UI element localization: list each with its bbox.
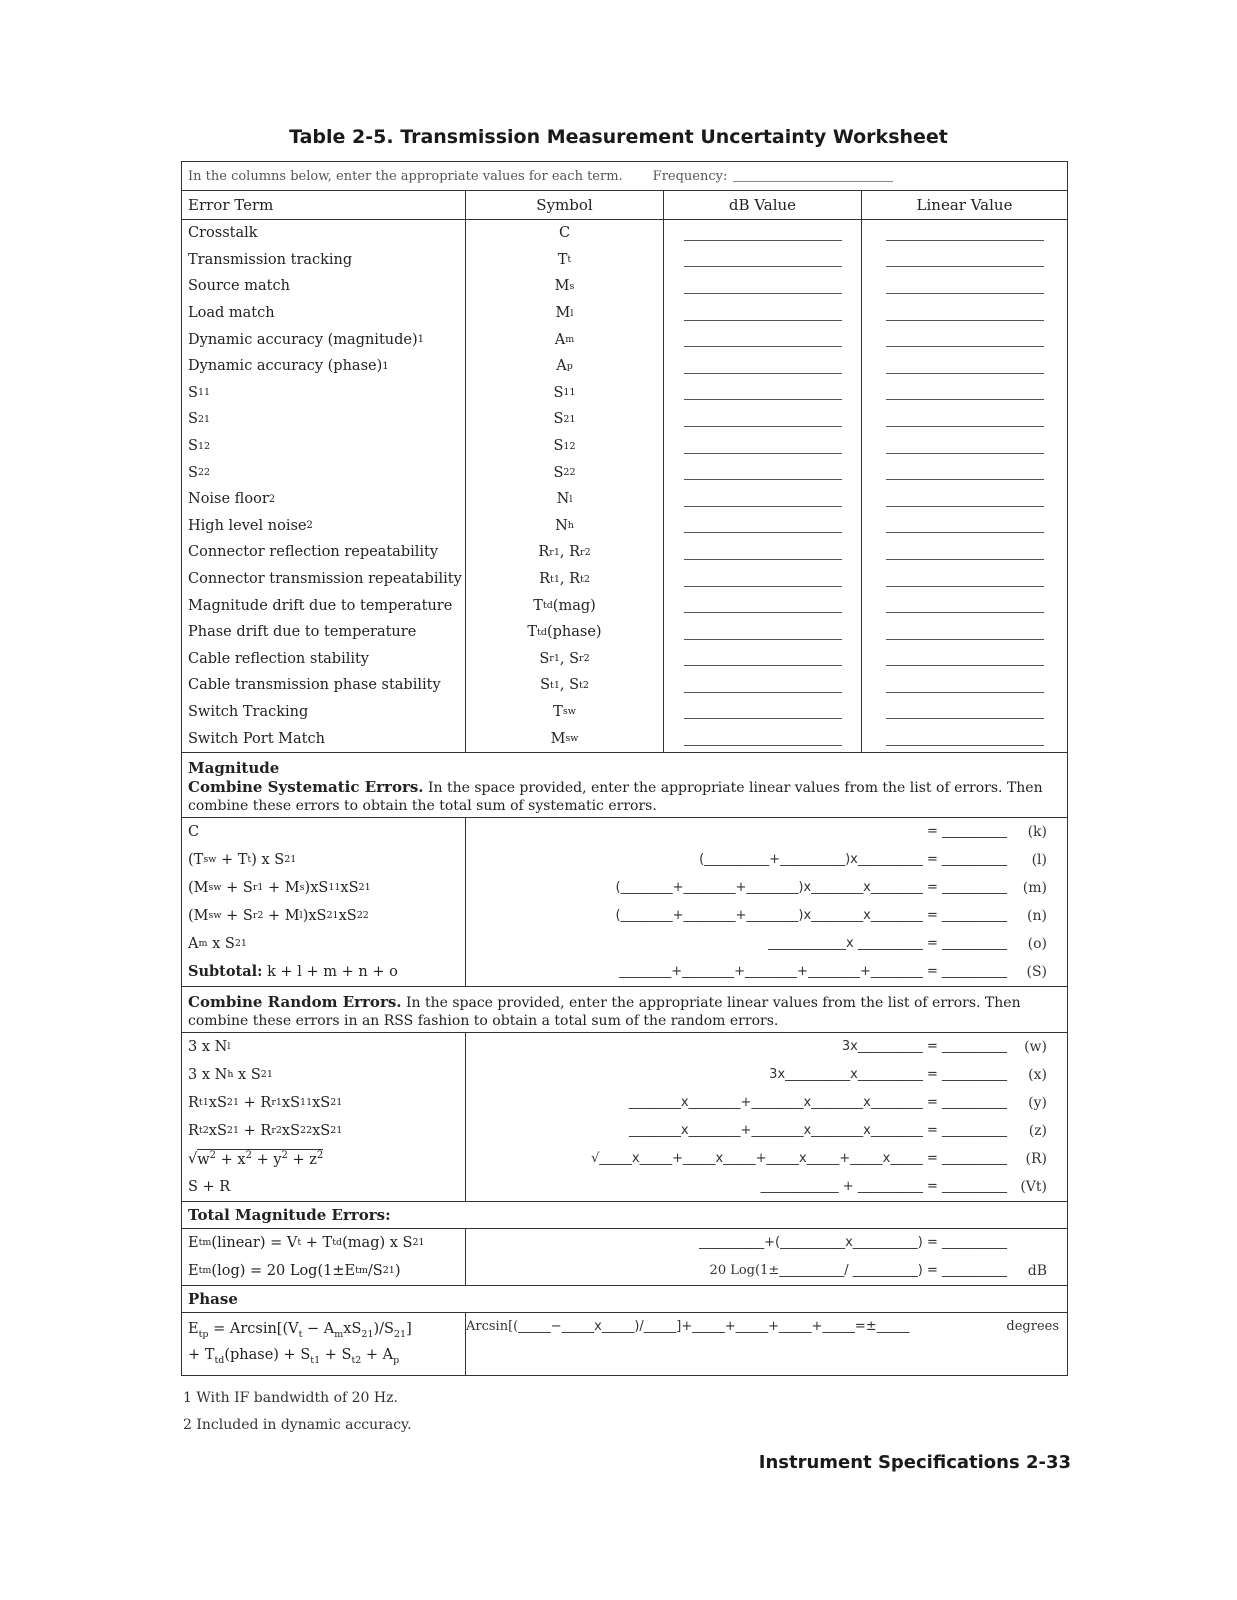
instruction-text: In the columns below, enter the appropriate values for each term. [188, 168, 623, 184]
term-name: Phase drift due to temperature [188, 624, 417, 641]
linear-value-field[interactable] [862, 273, 1067, 300]
phase-formula-2: + $T_{td}(phase) + S_{t1} + S_{t2} + A_p$ [188, 1346, 400, 1366]
db-value-field[interactable] [664, 380, 861, 407]
db-value-field[interactable] [664, 273, 861, 300]
sys-calc-n[interactable]: (________+________+________)x________x________ = __________ (n) [615, 907, 1047, 924]
linear-value-field[interactable] [862, 433, 1067, 460]
db-value-field[interactable] [664, 566, 861, 593]
term-symbol: M l [555, 305, 574, 322]
term-name: Cable reflection stability [188, 650, 370, 667]
phase-unit: degrees [1006, 1319, 1059, 1335]
db-value-field[interactable] [664, 406, 861, 433]
column-headers [182, 191, 1067, 220]
systematic-section-header [182, 753, 1067, 818]
term-symbol: S 22 [553, 464, 576, 481]
rnd-label-x: 3 x N h x S 21 [188, 1066, 273, 1083]
sys-calc-l[interactable]: (__________+__________)x__________ = __________ (l) [699, 851, 1047, 868]
total-calc-log[interactable]: 20 Log(1± __________/ __________) = __________ dB [709, 1262, 1047, 1279]
db-value-field[interactable] [664, 486, 861, 513]
term-name: Cable transmission phase stability [188, 677, 441, 694]
sys-label-l: (T sw + T t ) x S 21 [188, 851, 297, 868]
phase-formula-1: $E_{tp} = Arcsin[(V_t - A_mxS_{21})/S_{21}]$ [188, 1320, 412, 1340]
linear-value-field[interactable] [862, 486, 1067, 513]
random-text: In the space provided, enter the appropriate linear values from the list of errors. Then combine these errors in an RSS fashion to obtain a total sum of the random errors. [188, 994, 1021, 1029]
phase-calc [182, 1313, 1067, 1375]
db-value-field[interactable] [664, 646, 861, 673]
col-linear-value: Linear Value [916, 196, 1013, 214]
linear-value-field[interactable] [862, 406, 1067, 433]
db-value-field[interactable] [664, 619, 861, 646]
footnote-1: 1 With IF bandwidth of 20 Hz. [183, 1390, 398, 1406]
term-symbol: S r1 , S r2 [539, 650, 590, 667]
total-label-linear: E tm (linear) = V t + T td (mag) x S 21 [188, 1234, 425, 1251]
db-value-field[interactable] [664, 459, 861, 486]
term-name: Switch Port Match [188, 730, 325, 747]
term-name: S 22 [188, 464, 211, 481]
linear-value-field[interactable] [862, 646, 1067, 673]
linear-value-field[interactable] [862, 459, 1067, 486]
db-value-field[interactable] [664, 699, 861, 726]
term-symbol: A m [554, 331, 575, 348]
db-value-field[interactable] [664, 539, 861, 566]
term-name: S 12 [188, 438, 211, 455]
db-value-field[interactable] [664, 592, 861, 619]
term-name: Noise floor 2 [188, 491, 276, 508]
sys-label-o: A m x S 21 [188, 935, 247, 952]
term-name: Connector transmission repeatability [188, 571, 462, 588]
linear-value-field[interactable] [862, 220, 1067, 247]
rnd-label-r: √ $w^2 + x^2 + y^2 + z^2$ [188, 1150, 324, 1169]
linear-value-field[interactable] [862, 672, 1067, 699]
instruction-row [182, 162, 1067, 191]
rnd-calc-z[interactable]: ________x________+________x________x________ = __________ (z) [628, 1122, 1047, 1139]
rnd-label-w: 3 x N l [188, 1038, 231, 1055]
linear-value-field[interactable] [862, 380, 1067, 407]
sys-label-m: (M sw + S r1 + M s )xS 11 xS 21 [188, 879, 371, 896]
rnd-calc-x[interactable]: 3x__________x__________ = __________ (x) [769, 1066, 1047, 1083]
linear-value-field[interactable] [862, 566, 1067, 593]
term-symbol: S 12 [553, 438, 576, 455]
db-value-field[interactable] [664, 247, 861, 274]
term-name: Switch Tracking [188, 703, 309, 720]
term-name: Magnitude drift due to temperature [188, 597, 453, 614]
term-name: Crosstalk [188, 225, 258, 242]
frequency-field[interactable] [733, 171, 893, 182]
linear-value-field[interactable] [862, 247, 1067, 274]
linear-value-field[interactable] [862, 539, 1067, 566]
linear-value-field[interactable] [862, 513, 1067, 540]
linear-value-field[interactable] [862, 326, 1067, 353]
linear-value-field[interactable] [862, 592, 1067, 619]
rnd-label-z: R t2 xS 21 + R r2 xS 22 xS 21 [188, 1122, 343, 1139]
db-value-field[interactable] [664, 353, 861, 380]
rnd-calc-vt[interactable]: ____________ + __________ = __________ (Vt) [760, 1178, 1047, 1195]
random-heading: Combine Random Errors. [188, 992, 402, 1011]
sys-label-n: (M sw + S r2 + M l )xS 21 xS 22 [188, 907, 369, 924]
term-symbol: T sw [553, 703, 576, 720]
col-error-term: Error Term [182, 191, 466, 219]
term-symbol: S 21 [553, 411, 576, 428]
term-name: S 21 [188, 411, 211, 428]
linear-value-field[interactable] [862, 353, 1067, 380]
systematic-heading: Combine Systematic Errors. [188, 777, 424, 796]
term-symbol: R t1 , R t2 [539, 571, 590, 588]
linear-value-field[interactable] [862, 725, 1067, 752]
rnd-label-vt: S + R [188, 1178, 231, 1195]
term-name: High level noise 2 [188, 517, 313, 534]
term-name: S 11 [188, 384, 211, 401]
sys-calc-subtotal[interactable]: ________+________+________+________+________ = __________ (S) [619, 963, 1047, 980]
db-value-field[interactable] [664, 725, 861, 752]
systematic-text: In the space provided, enter the appropriate linear values from the list of errors. Then combine these errors to obtain the total sum of systematic errors. [188, 779, 1043, 814]
total-label-log: E tm (log) = 20 Log(1±E tm /S 21 ) [188, 1262, 401, 1279]
term-name: Transmission tracking [188, 251, 353, 268]
db-value-field[interactable] [664, 300, 861, 327]
term-name: Connector reflection repeatability [188, 544, 439, 561]
term-symbol: S 11 [553, 384, 576, 401]
term-symbol: T td (phase) [527, 624, 602, 641]
term-name: Dynamic accuracy (phase) 1 [188, 358, 389, 375]
phase-calc-row[interactable]: Arcsin[(_____−_____x_____)/_____]+_____+_____+_____+_____=±_____ degrees [466, 1319, 1059, 1335]
term-name: Load match [188, 305, 275, 322]
magnitude-heading: Magnitude [188, 758, 280, 777]
worksheet-table [181, 161, 1068, 1376]
term-symbol: N l [556, 491, 573, 508]
db-value-field[interactable] [664, 433, 861, 460]
total-heading: Total Magnitude Errors: [182, 1202, 1067, 1229]
term-name: Source match [188, 278, 290, 295]
col-symbol: Symbol [466, 191, 664, 219]
term-name: Dynamic accuracy (magnitude) 1 [188, 331, 425, 348]
rnd-calc-y[interactable]: ________x________+________x________x________ = __________ (y) [628, 1094, 1047, 1111]
linear-value-field[interactable] [862, 300, 1067, 327]
random-section-header [182, 987, 1067, 1033]
terms-table [182, 220, 1067, 753]
db-value-field[interactable] [664, 513, 861, 540]
term-symbol: M s [554, 278, 575, 295]
sys-calc-o[interactable]: ____________x __________ = __________ (o) [768, 935, 1047, 952]
page-title: Table 2-5. Transmission Measurement Uncertainty Worksheet [289, 126, 948, 148]
term-symbol: C [558, 225, 571, 242]
page-footer: Instrument Specifications 2-33 [758, 1452, 1071, 1473]
rnd-calc-w[interactable]: 3x__________ = __________ (w) [841, 1038, 1047, 1055]
systematic-calc [182, 818, 1067, 987]
col-db-value: dB Value [664, 191, 862, 219]
total-calc [182, 1229, 1067, 1286]
db-value-field[interactable] [664, 220, 861, 247]
rnd-label-y: R t1 xS 21 + R r1 xS 11 xS 21 [188, 1094, 343, 1111]
sys-calc-m[interactable]: (________+________+________)x________x________ = __________ (m) [615, 879, 1047, 896]
linear-value-field[interactable] [862, 699, 1067, 726]
random-calc [182, 1033, 1067, 1202]
total-calc-linear[interactable]: __________+(__________x__________) = __________ [699, 1235, 1007, 1251]
sys-label-subtotal: Subtotal: k + l + m + n + o [188, 963, 398, 981]
db-value-field[interactable] [664, 672, 861, 699]
sys-label-k: C [188, 823, 200, 840]
frequency-label: Frequency: [652, 168, 728, 184]
term-symbol: M sw [550, 730, 579, 747]
footnote-2: 2 Included in dynamic accuracy. [183, 1417, 412, 1433]
term-symbol: T td (mag) [533, 597, 596, 614]
rnd-calc-r[interactable]: √_____x_____+_____x_____+_____x_____+_____x_____ = __________ (R) [591, 1150, 1047, 1167]
db-value-field[interactable] [664, 326, 861, 353]
phase-heading: Phase [182, 1286, 1067, 1313]
linear-value-field[interactable] [862, 619, 1067, 646]
term-symbol: S t1 , S t2 [540, 677, 589, 694]
sys-calc-k[interactable]: = __________ (k) [926, 823, 1047, 840]
term-symbol: A p [556, 358, 573, 375]
term-symbol: T t [557, 251, 572, 268]
term-symbol: N h [555, 517, 574, 534]
term-symbol: R r1 , R r2 [538, 544, 591, 561]
